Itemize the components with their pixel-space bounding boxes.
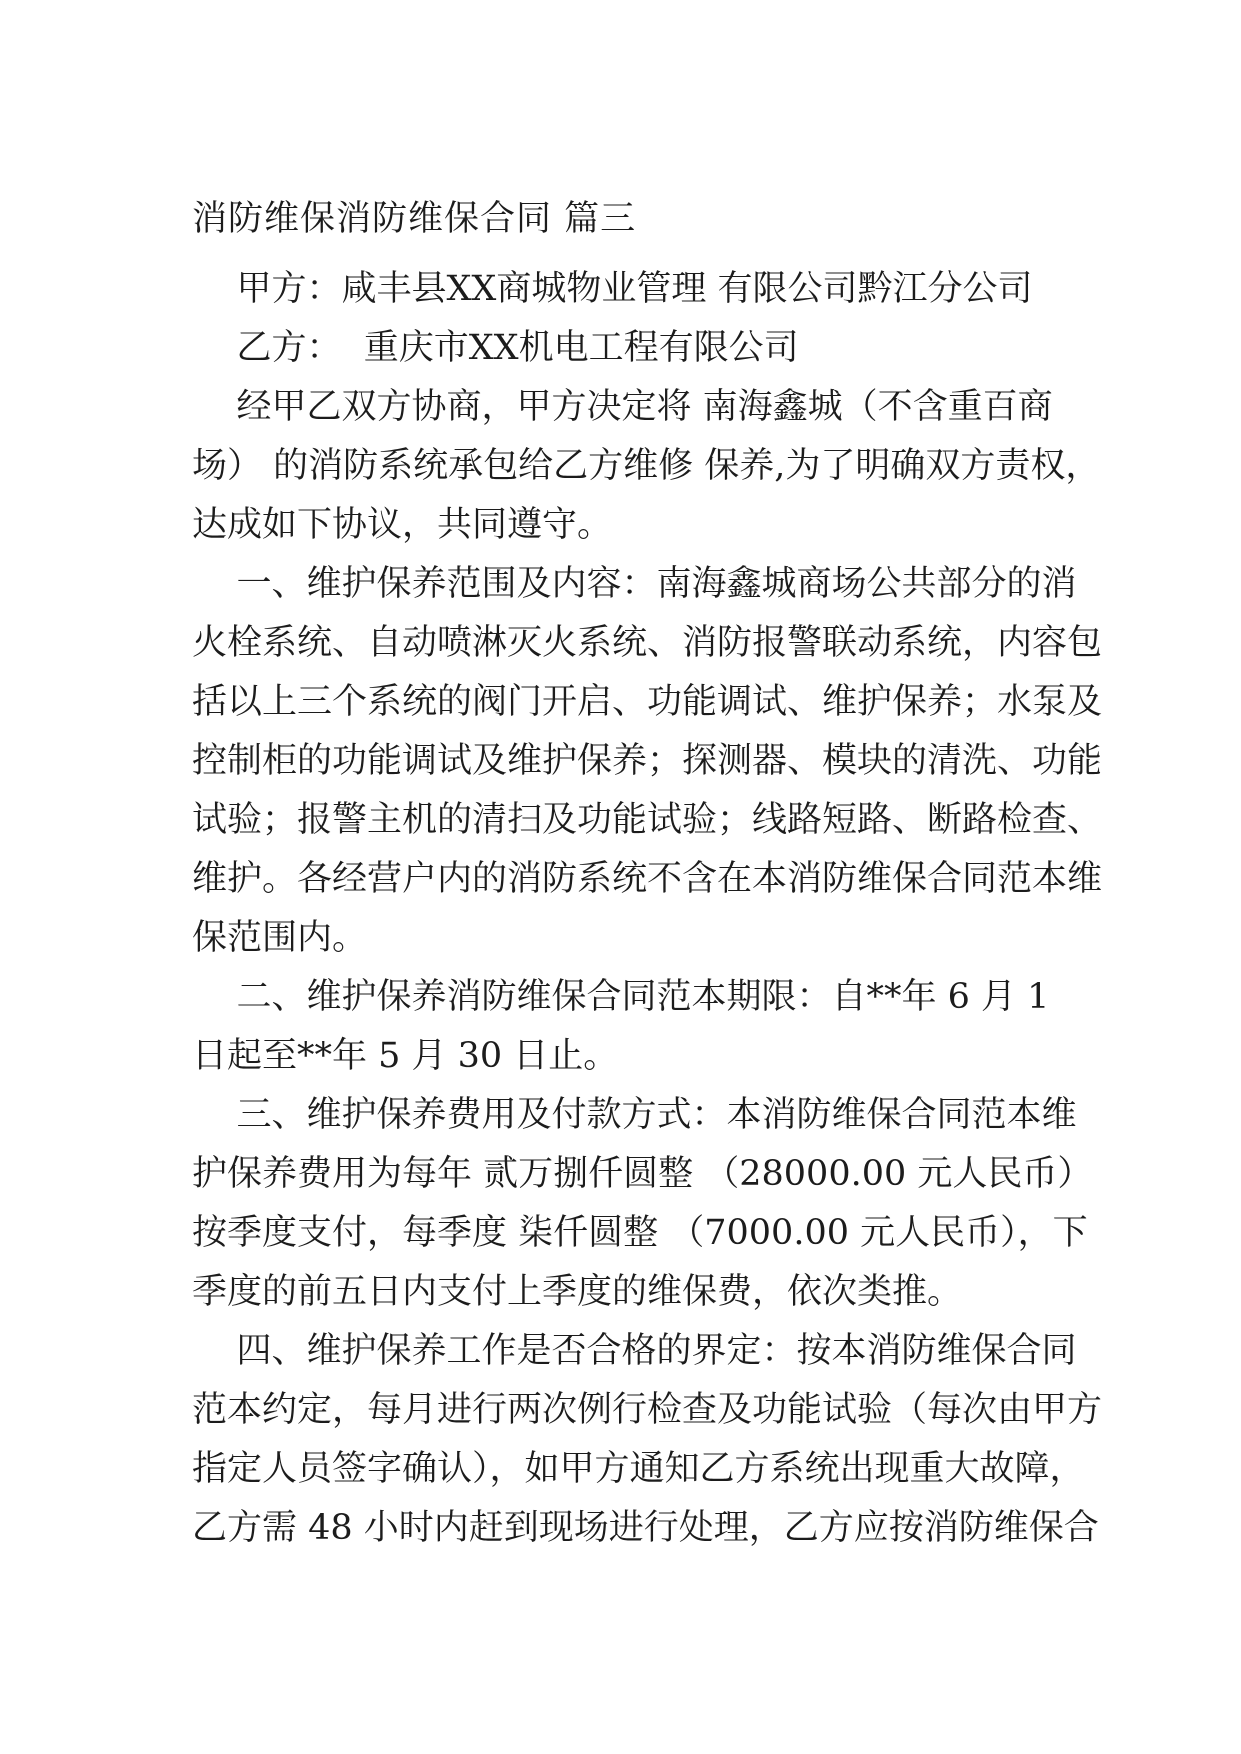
clause-4-line: 范本约定，每月进行两次例行检查及功能试验（每次由甲方 <box>192 1390 1103 1430</box>
document-title: 消防维保消防维保合同 篇三 <box>192 199 637 239</box>
clause-1-line: 维护。各经营户内的消防系统不含在本消防维保合同范本维 <box>192 859 1103 899</box>
clause-3-line: 按季度支付，每季度 柒仟圆整 （7000.00 元人民币），下 <box>192 1213 1088 1253</box>
clause-3-line: 三、维护保养费用及付款方式：本消防维保合同范本维 <box>192 1095 1077 1135</box>
document-body <box>192 190 1103 1558</box>
clause-1-line: 保范围内。 <box>192 918 368 958</box>
clause-1-line: 控制柜的功能调试及维护保养；探测器、模块的清洗、功能 <box>192 741 1103 781</box>
party-a-line: 甲方：咸丰县XX商城物业管理 有限公司黔江分公司 <box>192 269 1033 309</box>
clause-3-line: 季度的前五日内支付上季度的维保费，依次类推。 <box>192 1272 963 1312</box>
clause-2-line: 日起至**年 5 月 30 日止。 <box>192 1036 619 1076</box>
clause-1-line: 试验；报警主机的清扫及功能试验；线路短路、断路检查、 <box>192 800 1103 840</box>
clause-1-line: 括以上三个系统的阀门开启、功能调试、维护保养；水泵及 <box>192 682 1103 722</box>
clause-1-line: 火栓系统、自动喷淋灭火系统、消防报警联动系统，内容包 <box>192 623 1103 663</box>
clause-1-line: 一、维护保养范围及内容：南海鑫城商场公共部分的消 <box>192 564 1077 604</box>
clause-2-line: 二、维护保养消防维保合同范本期限：自**年 6 月 1 <box>192 977 1050 1017</box>
clause-4-line: 乙方需 48 小时内赶到现场进行处理，乙方应按消防维保合 <box>192 1508 1099 1548</box>
party-b-line: 乙方： 重庆市XX机电工程有限公司 <box>192 328 799 368</box>
clause-4-line: 指定人员签字确认），如甲方通知乙方系统出现重大故障， <box>192 1449 1085 1489</box>
clause-3-line: 护保养费用为每年 贰万捌仟圆整 （28000.00 元人民币） <box>192 1154 1093 1194</box>
paragraph-line: 经甲乙双方协商，甲方决定将 南海鑫城（不含重百商 <box>192 387 1053 427</box>
paragraph-line: 达成如下协议，共同遵守。 <box>192 505 613 545</box>
clause-4-line: 四、维护保养工作是否合格的界定：按本消防维保合同 <box>192 1331 1077 1371</box>
paragraph-line: 场） 的消防系统承包给乙方维修 保养,为了明确双方责权， <box>192 446 1101 486</box>
